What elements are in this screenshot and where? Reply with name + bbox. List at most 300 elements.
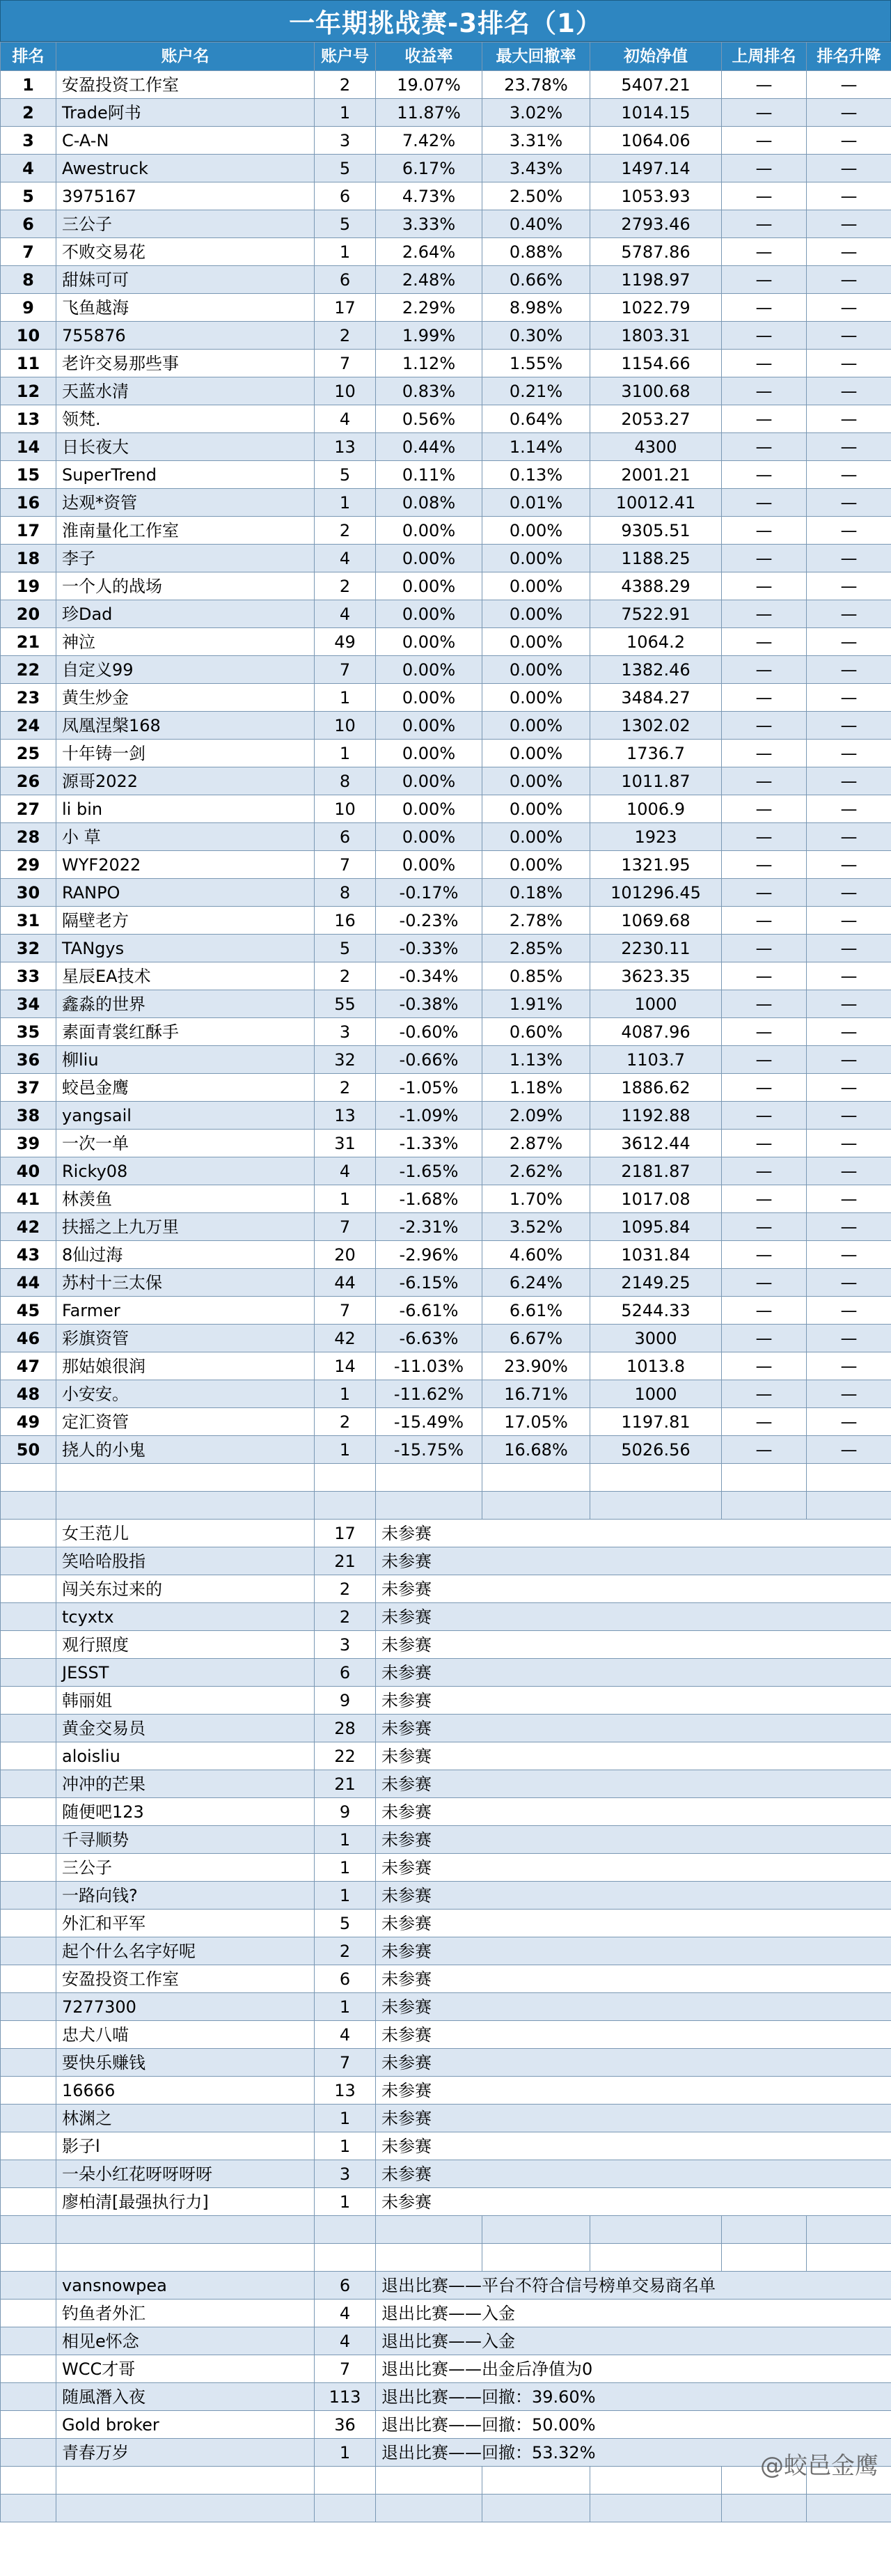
drawdown-cell: 0.00% [482, 517, 590, 545]
drawdown-cell: 0.00% [482, 795, 590, 823]
last-week-rank-cell: — [722, 1325, 807, 1352]
rank-cell: 37 [1, 1074, 56, 1102]
rank-change-cell: — [807, 572, 891, 600]
empty-cell [807, 1492, 891, 1520]
account-no-cell: 7 [315, 1213, 376, 1241]
status-cell: 退出比赛——回撤：53.32% [376, 2439, 891, 2467]
rank-change-cell: — [807, 712, 891, 740]
return-cell: 0.44% [376, 433, 482, 461]
account-no-cell: 6 [315, 1965, 376, 1993]
nav-cell: 1803.31 [590, 322, 722, 350]
account-no-cell: 1 [315, 1826, 376, 1854]
table-row [1, 1659, 891, 1687]
empty-cell [1, 2383, 56, 2411]
empty-cell [376, 2244, 482, 2272]
account-no-cell: 9 [315, 1798, 376, 1826]
return-cell: 1.99% [376, 322, 482, 350]
table-row [1, 182, 891, 210]
drawdown-cell: 16.71% [482, 1380, 590, 1408]
account-name-cell: 天蓝水清 [56, 377, 315, 405]
nav-cell: 4087.96 [590, 1018, 722, 1046]
rank-cell: 32 [1, 935, 56, 962]
empty-cell [1, 2495, 56, 2522]
table-row [1, 1297, 891, 1325]
rank-cell: 13 [1, 405, 56, 433]
status-cell: 未参赛 [376, 1575, 891, 1603]
return-cell: 0.00% [376, 517, 482, 545]
account-name-cell: 相见e怀念 [56, 2327, 315, 2355]
last-week-rank-cell: — [722, 1297, 807, 1325]
return-cell: -1.33% [376, 1130, 482, 1157]
account-no-cell: 1 [315, 2188, 376, 2216]
account-name-cell: 李子 [56, 545, 315, 572]
account-name-cell: Ricky08 [56, 1157, 315, 1185]
rank-cell: 27 [1, 795, 56, 823]
drawdown-cell: 1.18% [482, 1074, 590, 1102]
rank-cell: 3 [1, 127, 56, 155]
account-no-cell: 6 [315, 2272, 376, 2300]
account-no-cell: 1 [315, 489, 376, 517]
account-name-cell: WYF2022 [56, 851, 315, 879]
empty-cell [482, 2467, 590, 2495]
table-row [1, 377, 891, 405]
account-no-cell: 7 [315, 851, 376, 879]
table-row [1, 2049, 891, 2077]
table-row [1, 322, 891, 350]
account-no-cell: 16 [315, 907, 376, 935]
last-week-rank-cell: — [722, 127, 807, 155]
last-week-rank-cell: — [722, 600, 807, 628]
last-week-rank-cell: — [722, 322, 807, 350]
empty-cell [56, 2467, 315, 2495]
account-no-cell: 9 [315, 1687, 376, 1715]
drawdown-cell: 0.00% [482, 600, 590, 628]
header-last-week-rank: 上周排名 [722, 42, 807, 71]
table-row [1, 350, 891, 377]
account-no-cell: 1 [315, 1185, 376, 1213]
empty-cell [56, 1464, 315, 1492]
account-no-cell: 10 [315, 377, 376, 405]
empty-cell [1, 2300, 56, 2327]
rank-change-cell: — [807, 1297, 891, 1325]
last-week-rank-cell: — [722, 1213, 807, 1241]
rank-cell: 29 [1, 851, 56, 879]
empty-cell [807, 1464, 891, 1492]
account-no-cell: 2 [315, 322, 376, 350]
account-name-cell: 千寻顺势 [56, 1826, 315, 1854]
account-name-cell: 闯关东过来的 [56, 1575, 315, 1603]
account-name-cell: 定汇资管 [56, 1408, 315, 1436]
account-name-cell: 柳liu [56, 1046, 315, 1074]
account-name-cell: 青春万岁 [56, 2439, 315, 2467]
empty-cell [1, 2132, 56, 2160]
account-no-cell: 21 [315, 1770, 376, 1798]
rank-change-cell: — [807, 405, 891, 433]
table-row [1, 1213, 891, 1241]
rank-change-cell: — [807, 1269, 891, 1297]
rank-cell: 41 [1, 1185, 56, 1213]
account-no-cell: 2 [315, 1603, 376, 1631]
account-name-cell: 日长夜大 [56, 433, 315, 461]
table-row [1, 1241, 891, 1269]
empty-cell [1, 1965, 56, 1993]
rank-change-cell: — [807, 1157, 891, 1185]
return-cell: -0.17% [376, 879, 482, 907]
empty-cell [722, 2244, 807, 2272]
return-cell: 0.00% [376, 740, 482, 767]
rank-change-cell: — [807, 823, 891, 851]
last-week-rank-cell: — [722, 684, 807, 712]
account-name-cell: 隔壁老方 [56, 907, 315, 935]
rank-change-cell: — [807, 628, 891, 656]
table-row [1, 1742, 891, 1770]
account-no-cell: 2 [315, 71, 376, 99]
empty-cell [1, 2244, 56, 2272]
header-account-name: 账户名 [56, 42, 315, 71]
drawdown-cell: 0.01% [482, 489, 590, 517]
drawdown-cell: 1.14% [482, 433, 590, 461]
empty-cell [1, 1715, 56, 1742]
account-no-cell: 55 [315, 990, 376, 1018]
rank-change-cell: — [807, 767, 891, 795]
empty-cell [1, 1492, 56, 1520]
account-name-cell: 三公子 [56, 1854, 315, 1882]
empty-cell [1, 2160, 56, 2188]
drawdown-cell: 0.30% [482, 322, 590, 350]
table-row [1, 1380, 891, 1408]
rank-cell: 18 [1, 545, 56, 572]
status-cell: 未参赛 [376, 2188, 891, 2216]
table-row [1, 1965, 891, 1993]
last-week-rank-cell: — [722, 1380, 807, 1408]
empty-cell [1, 1993, 56, 2021]
drawdown-cell: 0.60% [482, 1018, 590, 1046]
nav-cell: 1064.06 [590, 127, 722, 155]
return-cell: -6.63% [376, 1325, 482, 1352]
status-cell: 退出比赛——平台不符合信号榜单交易商名单 [376, 2272, 891, 2300]
account-name-cell: Awestruck [56, 155, 315, 182]
blank-row [1, 1464, 891, 1492]
account-name-cell: 一朵小红花呀呀呀呀 [56, 2160, 315, 2188]
blank-row [1, 2467, 891, 2495]
return-cell: -11.03% [376, 1352, 482, 1380]
last-week-rank-cell: — [722, 767, 807, 795]
rank-change-cell: — [807, 350, 891, 377]
empty-cell [1, 1659, 56, 1687]
account-no-cell: 36 [315, 2411, 376, 2439]
return-cell: -0.60% [376, 1018, 482, 1046]
table-row [1, 2272, 891, 2300]
last-week-rank-cell: — [722, 1018, 807, 1046]
table-row [1, 2411, 891, 2439]
rank-change-cell: — [807, 1130, 891, 1157]
table-row [1, 127, 891, 155]
empty-cell [56, 1492, 315, 1520]
table-row [1, 1018, 891, 1046]
empty-cell [482, 1464, 590, 1492]
status-cell: 退出比赛——出金后净值为0 [376, 2355, 891, 2383]
account-name-cell: 忠犬八喵 [56, 2021, 315, 2049]
status-cell: 退出比赛——回撤：39.60% [376, 2383, 891, 2411]
account-name-cell: 鑫淼的世界 [56, 990, 315, 1018]
rank-cell: 47 [1, 1352, 56, 1380]
account-name-cell: 起个什么名字好呢 [56, 1937, 315, 1965]
last-week-rank-cell: — [722, 266, 807, 294]
empty-cell [1, 2439, 56, 2467]
account-name-cell: 一次一单 [56, 1130, 315, 1157]
table-row [1, 71, 891, 99]
nav-cell: 1192.88 [590, 1102, 722, 1130]
account-name-cell: 蛟邑金鹰 [56, 1074, 315, 1102]
account-name-cell: 自定义99 [56, 656, 315, 684]
table-row [1, 1603, 891, 1631]
last-week-rank-cell: — [722, 823, 807, 851]
last-week-rank-cell: — [722, 656, 807, 684]
rank-cell: 48 [1, 1380, 56, 1408]
rank-change-cell: — [807, 1380, 891, 1408]
rank-cell: 38 [1, 1102, 56, 1130]
account-name-cell: 冲冲的芒果 [56, 1770, 315, 1798]
last-week-rank-cell: — [722, 405, 807, 433]
return-cell: 2.29% [376, 294, 482, 322]
account-name-cell: 源哥2022 [56, 767, 315, 795]
status-cell: 未参赛 [376, 1965, 891, 1993]
account-no-cell: 1 [315, 238, 376, 266]
drawdown-cell: 1.55% [482, 350, 590, 377]
drawdown-cell: 0.18% [482, 879, 590, 907]
table-row [1, 517, 891, 545]
account-no-cell: 5 [315, 461, 376, 489]
table-row [1, 1826, 891, 1854]
nav-cell: 5407.21 [590, 71, 722, 99]
account-name-cell: JESST [56, 1659, 315, 1687]
account-name-cell: 黄生炒金 [56, 684, 315, 712]
drawdown-cell: 2.62% [482, 1157, 590, 1185]
last-week-rank-cell: — [722, 740, 807, 767]
return-cell: -0.38% [376, 990, 482, 1018]
empty-cell [590, 2467, 722, 2495]
rank-change-cell: — [807, 377, 891, 405]
last-week-rank-cell: — [722, 851, 807, 879]
empty-cell [315, 2495, 376, 2522]
empty-cell [376, 1464, 482, 1492]
return-cell: 4.73% [376, 182, 482, 210]
empty-cell [315, 2467, 376, 2495]
account-name-cell: Farmer [56, 1297, 315, 1325]
account-name-cell: 扶摇之上九万里 [56, 1213, 315, 1241]
account-no-cell: 13 [315, 433, 376, 461]
account-no-cell: 22 [315, 1742, 376, 1770]
last-week-rank-cell: — [722, 1185, 807, 1213]
rank-cell: 43 [1, 1241, 56, 1269]
return-cell: 3.33% [376, 210, 482, 238]
nav-cell: 4300 [590, 433, 722, 461]
account-name-cell: yangsail [56, 1102, 315, 1130]
empty-cell [1, 2327, 56, 2355]
status-cell: 未参赛 [376, 1547, 891, 1575]
rank-change-cell: — [807, 1325, 891, 1352]
last-week-rank-cell: — [722, 182, 807, 210]
return-cell: 0.00% [376, 656, 482, 684]
account-no-cell: 4 [315, 405, 376, 433]
empty-cell [1, 1882, 56, 1910]
account-name-cell: RANPO [56, 879, 315, 907]
account-name-cell: 淮南量化工作室 [56, 517, 315, 545]
return-cell: 0.56% [376, 405, 482, 433]
empty-cell [722, 2495, 807, 2522]
table-row [1, 2355, 891, 2383]
rank-cell: 36 [1, 1046, 56, 1074]
last-week-rank-cell: — [722, 238, 807, 266]
rank-change-cell: — [807, 210, 891, 238]
account-no-cell: 5 [315, 210, 376, 238]
return-cell: 0.00% [376, 545, 482, 572]
account-no-cell: 17 [315, 1520, 376, 1547]
status-cell: 未参赛 [376, 2077, 891, 2105]
status-cell: 未参赛 [376, 2105, 891, 2132]
return-cell: 0.00% [376, 767, 482, 795]
table-row [1, 1185, 891, 1213]
header-row [1, 42, 891, 71]
status-cell: 未参赛 [376, 1993, 891, 2021]
account-no-cell: 7 [315, 1297, 376, 1325]
rank-cell: 24 [1, 712, 56, 740]
status-cell: 未参赛 [376, 1715, 891, 1742]
return-cell: 0.11% [376, 461, 482, 489]
nav-cell: 2230.11 [590, 935, 722, 962]
drawdown-cell: 0.21% [482, 377, 590, 405]
nav-cell: 1382.46 [590, 656, 722, 684]
table-row [1, 1436, 891, 1464]
drawdown-cell: 4.60% [482, 1241, 590, 1269]
drawdown-cell: 23.78% [482, 71, 590, 99]
account-name-cell: Trade阿书 [56, 99, 315, 127]
table-row [1, 907, 891, 935]
empty-cell [1, 1687, 56, 1715]
blank-row [1, 2216, 891, 2244]
rank-cell: 50 [1, 1436, 56, 1464]
return-cell: -1.09% [376, 1102, 482, 1130]
rank-change-cell: — [807, 71, 891, 99]
account-no-cell: 8 [315, 767, 376, 795]
account-name-cell: 钓鱼者外汇 [56, 2300, 315, 2327]
table-row [1, 656, 891, 684]
status-cell: 未参赛 [376, 1603, 891, 1631]
return-cell: -6.15% [376, 1269, 482, 1297]
rank-cell: 9 [1, 294, 56, 322]
nav-cell: 1886.62 [590, 1074, 722, 1102]
status-cell: 未参赛 [376, 1826, 891, 1854]
account-name-cell: 甜妹可可 [56, 266, 315, 294]
account-name-cell: li bin [56, 795, 315, 823]
table-row [1, 712, 891, 740]
account-no-cell: 13 [315, 1102, 376, 1130]
return-cell: 0.83% [376, 377, 482, 405]
rank-change-cell: — [807, 1185, 891, 1213]
empty-cell [1, 1575, 56, 1603]
last-week-rank-cell: — [722, 99, 807, 127]
drawdown-cell: 0.00% [482, 740, 590, 767]
table-row [1, 1770, 891, 1798]
last-week-rank-cell: — [722, 935, 807, 962]
rank-change-cell: — [807, 795, 891, 823]
drawdown-cell: 1.91% [482, 990, 590, 1018]
rank-change-cell: — [807, 740, 891, 767]
account-no-cell: 5 [315, 935, 376, 962]
rank-cell: 6 [1, 210, 56, 238]
empty-cell [315, 2216, 376, 2244]
account-name-cell: 老许交易那些事 [56, 350, 315, 377]
account-no-cell: 1 [315, 740, 376, 767]
account-no-cell: 10 [315, 712, 376, 740]
status-cell: 未参赛 [376, 1770, 891, 1798]
nav-cell: 5244.33 [590, 1297, 722, 1325]
return-cell: 19.07% [376, 71, 482, 99]
sheet-title: 一年期挑战赛-3排名（1） [0, 0, 891, 42]
empty-cell [56, 2216, 315, 2244]
nav-cell: 1000 [590, 1380, 722, 1408]
drawdown-cell: 0.88% [482, 238, 590, 266]
account-name-cell: 达观*资管 [56, 489, 315, 517]
last-week-rank-cell: — [722, 1130, 807, 1157]
empty-cell [1, 1464, 56, 1492]
table-row [1, 238, 891, 266]
table-row [1, 1715, 891, 1742]
account-name-cell: 外汇和平军 [56, 1910, 315, 1937]
account-no-cell: 1 [315, 2132, 376, 2160]
rank-cell: 28 [1, 823, 56, 851]
return-cell: -15.49% [376, 1408, 482, 1436]
account-no-cell: 2 [315, 1575, 376, 1603]
empty-cell [482, 2244, 590, 2272]
account-name-cell: 林羡鱼 [56, 1185, 315, 1213]
status-cell: 退出比赛——回撤：50.00% [376, 2411, 891, 2439]
account-name-cell: 素面青裳红酥手 [56, 1018, 315, 1046]
header-rank-change: 排名升降 [807, 42, 891, 71]
rank-change-cell: — [807, 127, 891, 155]
rank-change-cell: — [807, 545, 891, 572]
account-name-cell: 16666 [56, 2077, 315, 2105]
account-name-cell: tcyxtx [56, 1603, 315, 1631]
table-row [1, 1325, 891, 1352]
drawdown-cell: 0.64% [482, 405, 590, 433]
table-row [1, 628, 891, 656]
table-row [1, 1352, 891, 1380]
nav-cell: 5787.86 [590, 238, 722, 266]
rank-change-cell: — [807, 461, 891, 489]
account-name-cell: 安盈投资工作室 [56, 71, 315, 99]
account-name-cell: 影子l [56, 2132, 315, 2160]
last-week-rank-cell: — [722, 907, 807, 935]
empty-cell [590, 1464, 722, 1492]
watermark-text: @蛟邑金鹰 [760, 2452, 878, 2480]
table-row [1, 1910, 891, 1937]
empty-cell [1, 1770, 56, 1798]
rank-change-cell: — [807, 879, 891, 907]
drawdown-cell: 1.13% [482, 1046, 590, 1074]
header-account-no: 账户号 [315, 42, 376, 71]
table-row [1, 990, 891, 1018]
status-cell: 未参赛 [376, 2160, 891, 2188]
account-name-cell: 一个人的战场 [56, 572, 315, 600]
header-max-drawdown: 最大回撤率 [482, 42, 590, 71]
empty-cell [807, 2216, 891, 2244]
account-no-cell: 20 [315, 1241, 376, 1269]
account-name-cell: WCC才哥 [56, 2355, 315, 2383]
rank-change-cell: — [807, 851, 891, 879]
header-return: 收益率 [376, 42, 482, 71]
account-no-cell: 1 [315, 1993, 376, 2021]
